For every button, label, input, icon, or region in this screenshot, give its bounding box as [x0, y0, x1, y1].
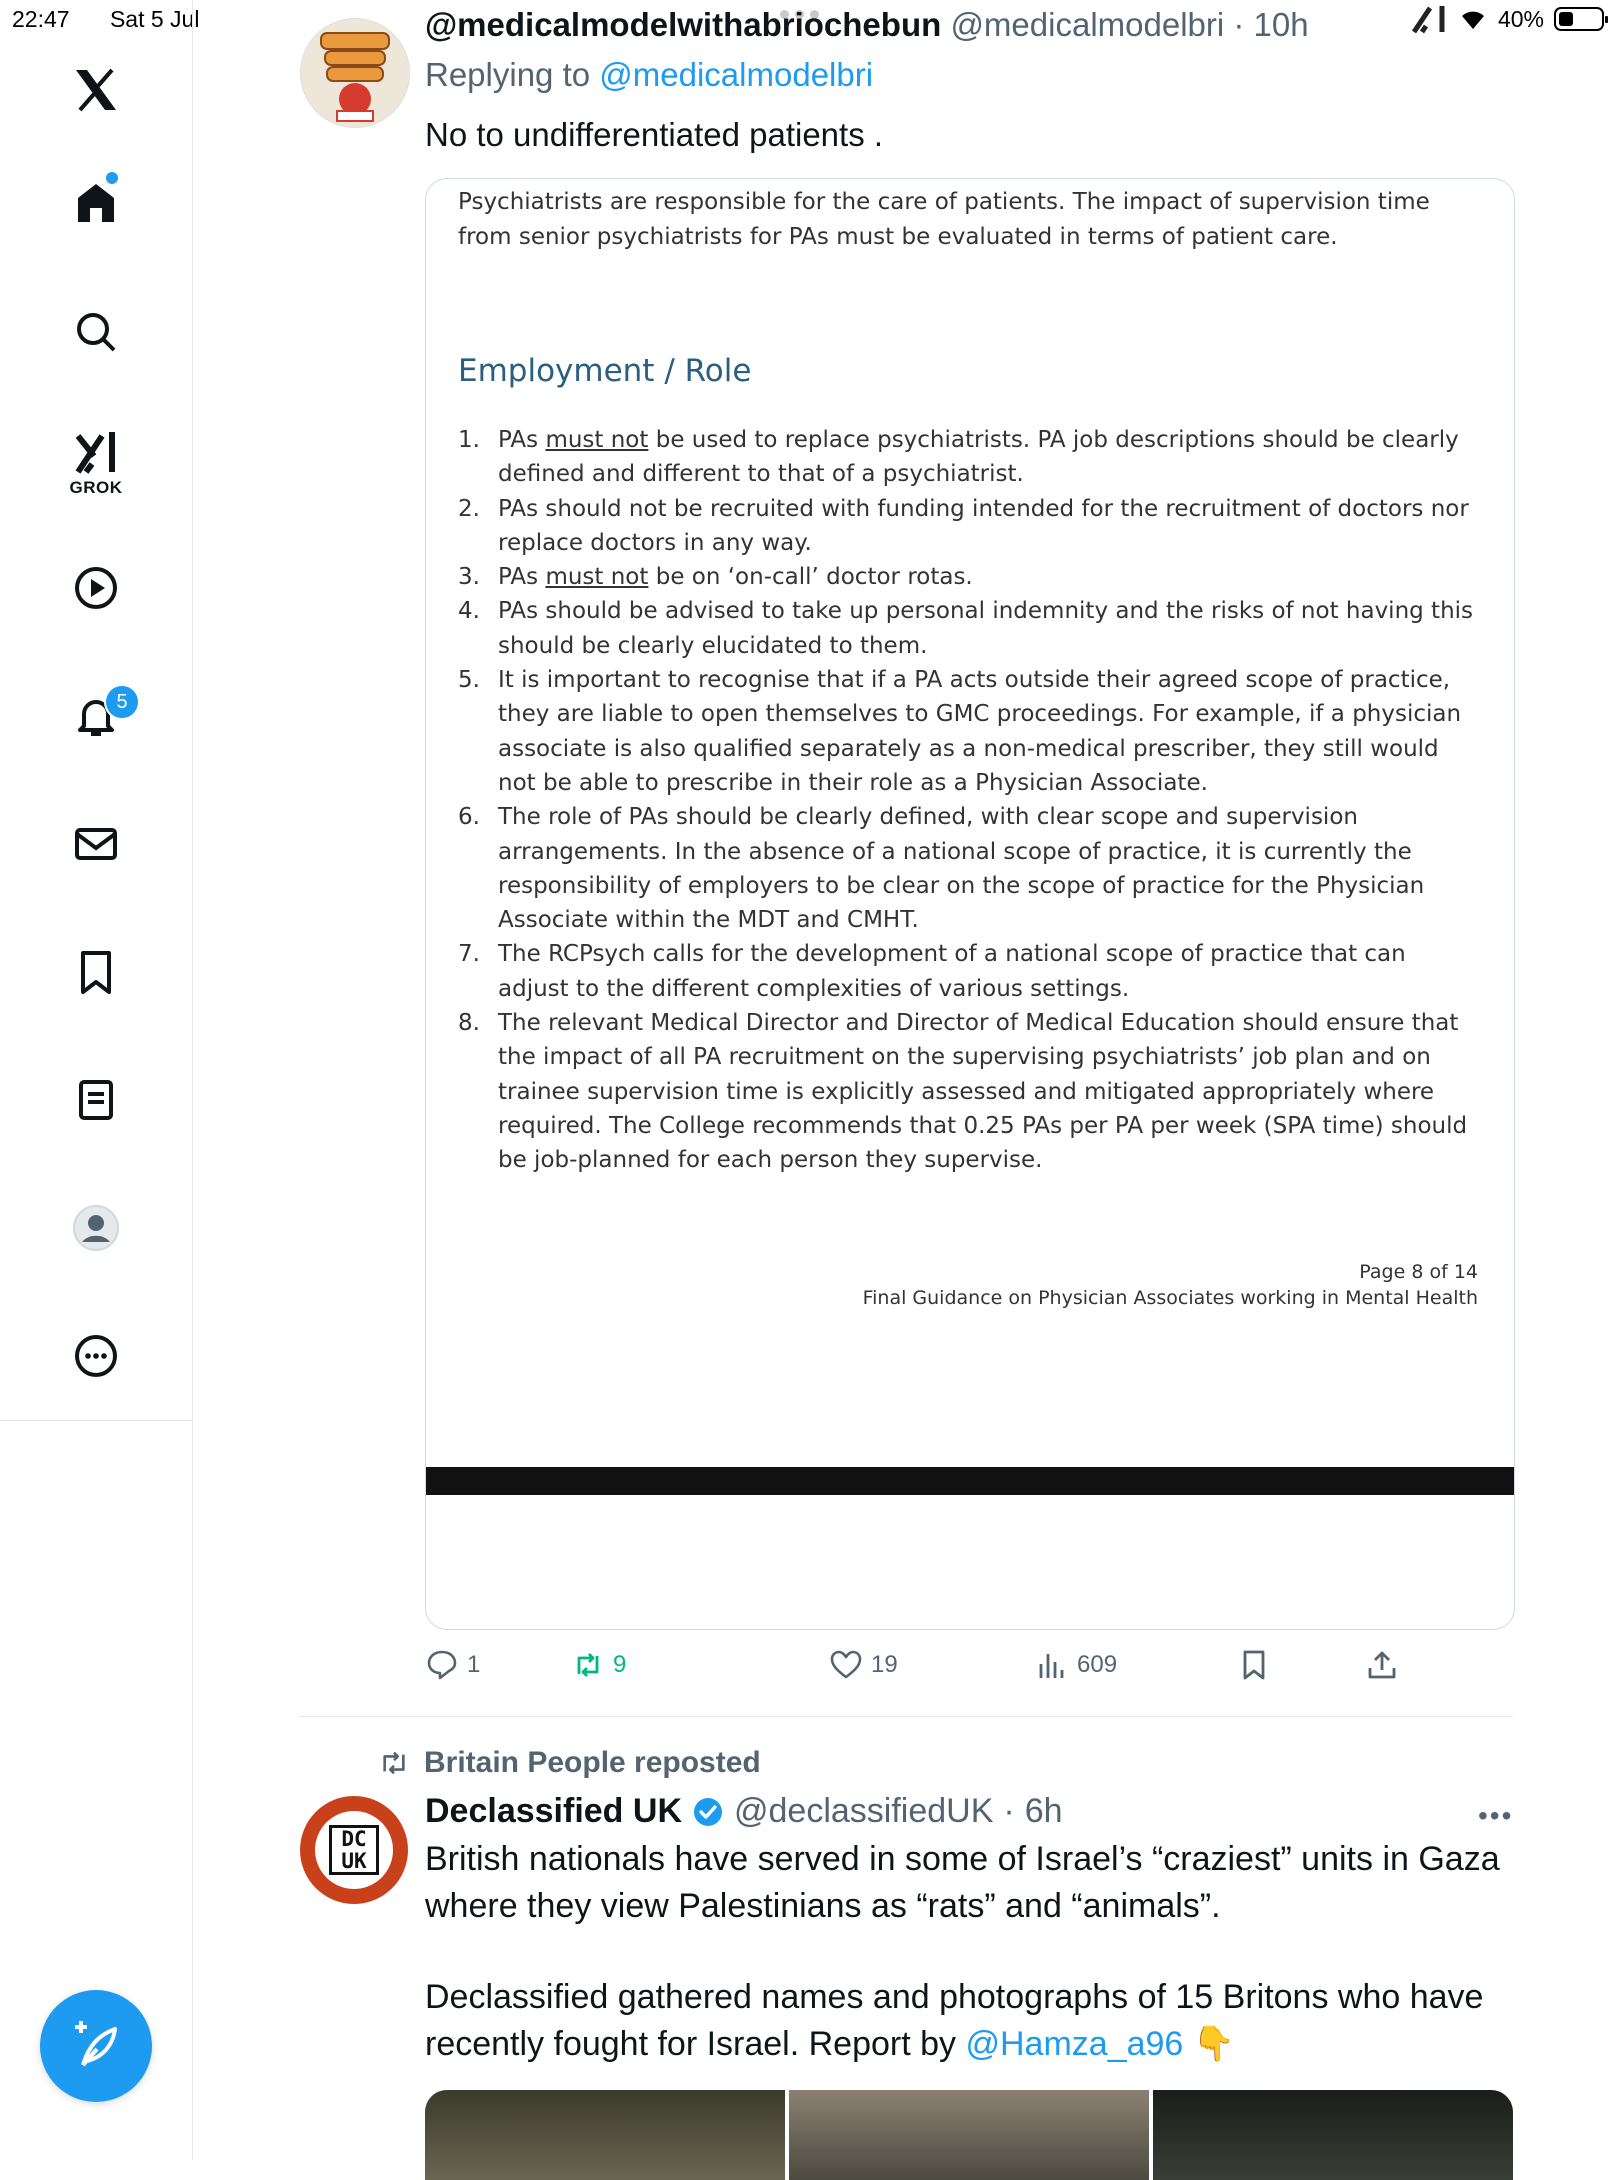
document-numbered-list: [458, 423, 1478, 1178]
tweet1-media-document-image[interactable]: [425, 178, 1515, 1630]
media-image-3[interactable]: [1153, 2090, 1513, 2180]
tweet1-header: @medicalmodelwithabriochebun @medicalmodelbri · 10h: [425, 6, 1309, 43]
document-list-item: 3. PAs must not be on ‘on-call’ doctor rotas.: [458, 560, 1478, 594]
grok-status-icon: [1412, 4, 1448, 34]
lists-icon[interactable]: [66, 1070, 126, 1130]
home-unread-dot: [106, 172, 118, 184]
tweet2-paragraph-1: British nationals have served in some of Israel’s “craziest” units in Gaza where they view Palestinians as “rats” and “animals”.: [425, 1840, 1500, 1925]
document-intro: Psychiatrists are responsible for the care of patients. The impact of supervision time from senior psychiatrists for PAs must be evaluated in terms of patient care.: [458, 189, 1430, 250]
video-play-icon[interactable]: [66, 558, 126, 618]
document-page-divider-bar: [426, 1467, 1514, 1495]
list-item-number: 3.: [458, 564, 480, 591]
profile-avatar-icon[interactable]: [66, 1198, 126, 1258]
compose-post-button[interactable]: [40, 1990, 152, 2102]
document-list-item: 6. The role of PAs should be clearly defined, with clear scope and supervision arrangements. In the absence of a national scope of practice, it is currently the responsibility of employers to be clear on the scope of practice for the Physician Associate within the MDT and CMHT.: [458, 800, 1478, 937]
list-item-number: 6.: [458, 804, 480, 831]
share-button[interactable]: [1365, 1648, 1399, 1682]
replying-to-handle[interactable]: @medicalmodelbri: [599, 56, 874, 93]
repost-small-icon: [378, 1749, 410, 1777]
document-heading: Employment / Role: [458, 353, 752, 389]
tweet1-text: No to undifferentiated patients .: [425, 116, 884, 153]
like-button[interactable]: [829, 1648, 898, 1682]
reply-button[interactable]: [425, 1648, 480, 1682]
views-button[interactable]: [1035, 1648, 1117, 1682]
list-item-number: 2.: [458, 495, 480, 522]
list-item-number: 8.: [458, 1010, 480, 1037]
search-icon[interactable]: [66, 302, 126, 362]
tweet1-author-handle[interactable]: @medicalmodelbri: [950, 6, 1225, 43]
tweet-separator: [300, 1716, 1513, 1717]
tweet2-author-name[interactable]: Declassified UK: [425, 1792, 682, 1830]
replying-to-label: Replying to: [425, 56, 591, 93]
media-image-1[interactable]: [425, 2090, 785, 2180]
replying-to: [425, 56, 873, 94]
media-image-2[interactable]: [789, 2090, 1149, 2180]
sidebar-divider: [0, 1420, 192, 1421]
declassified-uk-avatar[interactable]: [300, 1796, 408, 1904]
document-footer: [863, 1259, 1478, 1311]
document-footer-title: Final Guidance on Physician Associates working in Mental Health: [862, 1287, 1478, 1309]
document-list-item: 5. It is important to recognise that if a PA acts outside their agreed scope of practice, they are liable to open themselves to GMC proceedings. For example, if a physician associate is also qualified separately as a non-medical prescriber, they still would not be able to prescribe in their role as a Physician Associate.: [458, 663, 1478, 800]
tweet2-more-icon[interactable]: •••: [1478, 1800, 1514, 1831]
views-chart-icon: [1035, 1648, 1069, 1682]
status-time: 22:47: [12, 6, 70, 32]
grok-icon[interactable]: [66, 422, 126, 482]
notifications-badge: 5: [104, 684, 140, 720]
list-item-number: 5.: [458, 667, 480, 694]
wifi-icon: [1458, 7, 1488, 31]
bookmark-button[interactable]: [1237, 1648, 1271, 1682]
author-avatar[interactable]: [300, 18, 410, 128]
bookmarks-icon[interactable]: [66, 942, 126, 1002]
reply-icon: [425, 1648, 459, 1682]
sidebar: [0, 0, 193, 2160]
repost-icon: [571, 1648, 605, 1682]
heart-icon: [829, 1648, 863, 1682]
share-upload-icon: [1365, 1648, 1399, 1682]
tweet2-timestamp[interactable]: 6h: [1024, 1792, 1063, 1830]
like-count: 19: [871, 1651, 898, 1678]
tweet2-media-images[interactable]: [425, 2090, 1513, 2180]
list-item-number: 7.: [458, 941, 480, 968]
status-bar-right: [1412, 4, 1604, 34]
pointing-down-emoji: 👇: [1192, 2025, 1236, 2063]
messages-mail-icon[interactable]: [66, 814, 126, 874]
tweet2-paragraph-2: Declassified gathered names and photographs of 15 Britons who have recently fought for Israel. Report by @Hamza_a96 👇: [425, 1978, 1484, 2063]
list-item-number: 4.: [458, 598, 480, 625]
repost-button[interactable]: [571, 1648, 626, 1682]
tweet1-author-name[interactable]: @medicalmodelwithabriochebun: [425, 6, 942, 43]
tweet1-action-bar: [425, 1648, 1425, 1688]
tweet2-header: Declassified UK @declassifiedUK · 6h: [425, 1792, 1063, 1830]
document-list-item: 8. The relevant Medical Director and Director of Medical Education should ensure that the impact of all PA recruitment on the supervising psychiatrists’ job plan and on trainee supervision time is explicitly assessed and mitigated appropriately where required. The College recommends that 0.25 PAs per PA per week (SPA time) should be job-planned for each person they supervise.: [458, 1006, 1478, 1177]
reply-count: 1: [467, 1651, 481, 1678]
verified-badge-icon: [692, 1796, 724, 1828]
tweet2-author-handle[interactable]: @declassifiedUK: [734, 1792, 994, 1830]
x-logo-icon[interactable]: [66, 60, 126, 120]
emphasis-underline: must not: [545, 564, 649, 591]
list-item-number: 1.: [458, 427, 480, 453]
document-list-item: 4. PAs should be advised to take up personal indemnity and the risks of not having this should be clearly elucidated to them.: [458, 594, 1478, 663]
mention-link[interactable]: @Hamza_a96: [965, 2025, 1184, 2063]
status-date: Sat 5 Jul: [109, 6, 200, 32]
tweet2-text: [425, 1836, 1525, 2068]
views-count: 609: [1077, 1651, 1118, 1678]
tweet1-timestamp[interactable]: 10h: [1253, 6, 1309, 43]
document-list-item: 7. The RCPsych calls for the development of a national scope of practice that can adjust to the different complexities of various settings.: [458, 937, 1478, 1006]
repost-count: 9: [613, 1651, 627, 1678]
document-list-item: 2. PAs should not be recruited with funding intended for the recruitment of doctors nor replace doctors in any way.: [458, 492, 1478, 561]
dc-uk-logo: DC UK: [329, 1825, 379, 1875]
emphasis-underline: must not: [545, 427, 649, 453]
bookmark-icon: [1237, 1648, 1271, 1682]
reposted-by[interactable]: [378, 1746, 761, 1780]
more-options-icon[interactable]: [66, 1326, 126, 1386]
compose-feather-icon: [69, 2019, 123, 2073]
gmc-parody-avatar-image: [301, 19, 409, 127]
document-page-number: Page 8 of 14: [1359, 1261, 1478, 1283]
grok-label: GROK: [69, 478, 123, 497]
reposted-by-label: Britain People reposted: [424, 1746, 761, 1779]
battery-percent: 40%: [1497, 5, 1544, 32]
battery-icon: [1554, 7, 1604, 31]
document-list-item: 1. PAs must not be used to replace psychiatrists. PA job descriptions should be clearly defined and different to that of a psychiatrist.: [458, 423, 1478, 492]
